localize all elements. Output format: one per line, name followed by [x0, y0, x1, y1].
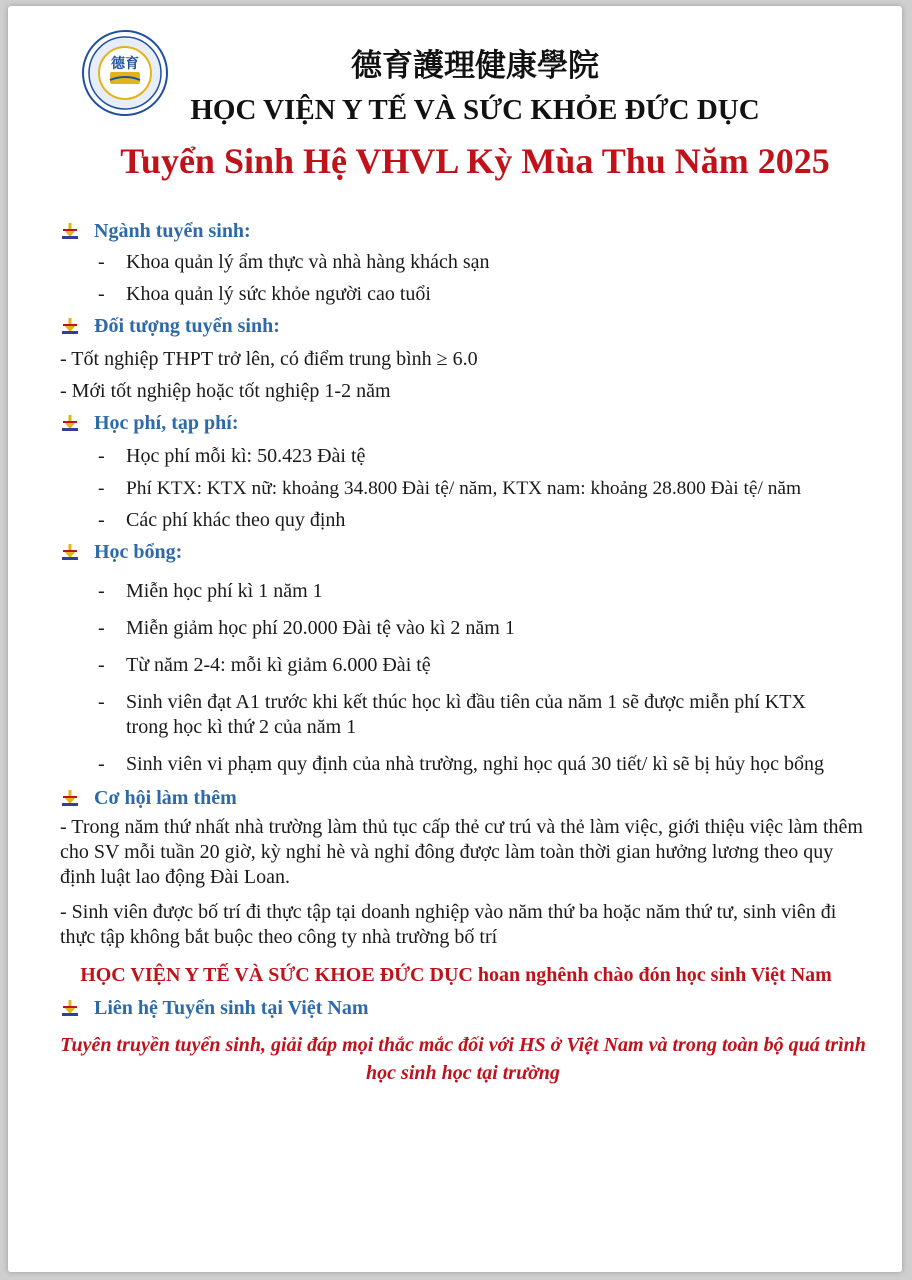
list-item: - Học phí mỗi kì: 50.423 Đài tệ	[98, 445, 366, 467]
list-item-text: Các phí khác theo quy định	[126, 509, 346, 531]
list-item: - Phí KTX: KTX nữ: khoảng 34.800 Đài tệ/ năm, KTX nam: khoảng 28.800 Đài tệ/ năm	[98, 478, 802, 499]
section-heading-label: Cơ hội làm thêm	[94, 786, 237, 809]
section-heading-eligibility	[60, 311, 866, 341]
list-item: - Miễn học phí kì 1 năm 1	[98, 580, 323, 602]
section-heading-fees	[60, 408, 866, 438]
section-heading-label: Đối tượng tuyển sinh:	[94, 314, 280, 337]
list-item-text: Từ năm 2-4: mỗi kì giảm 6.000 Đài tệ	[126, 654, 431, 676]
list-item: - Khoa quản lý sức khỏe người cao tuổi	[98, 283, 431, 305]
section-heading-contact	[60, 993, 866, 1023]
section-heading-scholarship	[60, 537, 866, 567]
text-paragraph: - Trong năm thứ nhất nhà trường làm thủ tục cấp thẻ cư trú và thẻ làm việc, giới thiệu việc làm thêm cho SV mỗi tuần 20 giờ, kỳ nghỉ hè và nghỉ đông được làm toàn thời gian hưởng lương theo quy định luật lao động Đài Loan.	[60, 816, 863, 888]
school-name-vietnamese: HỌC VIỆN Y TẾ VÀ SỨC KHỎE ĐỨC DỤC	[190, 94, 760, 126]
list-item-text: Khoa quản lý ẩm thực và nhà hàng khách sạn	[126, 251, 490, 273]
list-item-text: Học phí mỗi kì: 50.423 Đài tệ	[126, 445, 366, 467]
school-name-chinese: 德育護理健康學院	[351, 48, 599, 84]
arrow-bullet-icon	[60, 998, 80, 1018]
text-line: - Mới tốt nghiệp hoặc tốt nghiệp 1-2 năm	[60, 380, 391, 402]
list-item-text: Khoa quản lý sức khỏe người cao tuổi	[126, 283, 431, 305]
list-item: - Sinh viên đạt A1 trước khi kết thúc học kì đầu tiên của năm 1 sẽ được miễn phí KTX trong học kì thứ 2 của năm 1	[60, 690, 866, 740]
list-item: - Khoa quản lý ẩm thực và nhà hàng khách sạn	[98, 251, 490, 273]
text-paragraph: - Sinh viên được bố trí đi thực tập tại doanh nghiệp vào năm thứ ba hoặc năm thứ tư, sinh viên đi thực tập không bắt buộc theo công ty nhà trường bố trí	[60, 901, 837, 948]
arrow-bullet-icon	[60, 788, 80, 808]
document-page	[8, 6, 902, 1272]
logo-text: 德育	[111, 56, 139, 72]
list-item-text: Miễn học phí kì 1 năm 1	[126, 580, 323, 602]
list-item-text: Phí KTX: KTX nữ: khoảng 34.800 Đài tệ/ năm, KTX nam: khoảng 28.800 Đài tệ/ năm	[126, 478, 802, 499]
welcome-line: HỌC VIỆN Y TẾ VÀ SỨC KHOE ĐỨC DỤC hoan nghênh chào đón học sinh Việt Nam	[80, 964, 832, 986]
list-item: - Miễn giảm học phí 20.000 Đài tệ vào kì 2 năm 1	[98, 617, 515, 639]
arrow-bullet-icon	[60, 413, 80, 433]
section-heading-label: Ngành tuyển sinh:	[94, 219, 251, 242]
list-item-text: Sinh viên đạt A1 trước khi kết thúc học kì đầu tiên của năm 1 sẽ được miễn phí KTX trong học kì thứ 2 của năm 1	[126, 691, 806, 738]
document-body	[60, 216, 866, 1087]
list-item-text: Miễn giảm học phí 20.000 Đài tệ vào kì 2 năm 1	[126, 617, 515, 639]
arrow-bullet-icon	[60, 221, 80, 241]
section-heading-label: Học bổng:	[94, 540, 183, 563]
list-item: - Từ năm 2-4: mỗi kì giảm 6.000 Đài tệ	[98, 654, 431, 676]
list-item: - Các phí khác theo quy định	[98, 509, 346, 531]
contact-note: Tuyên truyền tuyển sinh, giải đáp mọi thắc mắc đối với HS ở Việt Nam và trong toàn bộ quá trình học sinh học tại trường	[60, 1034, 866, 1084]
arrow-bullet-icon	[60, 316, 80, 336]
text-line: - Tốt nghiệp THPT trở lên, có điểm trung bình ≥ 6.0	[60, 348, 478, 370]
page-headline: Tuyển Sinh Hệ VHVL Kỳ Mùa Thu Năm 2025	[120, 141, 830, 181]
section-heading-label: Học phí, tạp phí:	[94, 411, 239, 434]
arrow-bullet-icon	[60, 542, 80, 562]
section-heading-label: Liên hệ Tuyển sinh tại Việt Nam	[94, 996, 369, 1019]
section-heading-work	[60, 783, 866, 813]
list-item-text: Sinh viên vi phạm quy định của nhà trường, nghỉ học quá 30 tiết/ kì sẽ bị hủy học bổng	[126, 753, 824, 775]
list-item: - Sinh viên vi phạm quy định của nhà trường, nghỉ học quá 30 tiết/ kì sẽ bị hủy học bổng	[98, 753, 824, 775]
section-heading-majors	[60, 216, 866, 246]
